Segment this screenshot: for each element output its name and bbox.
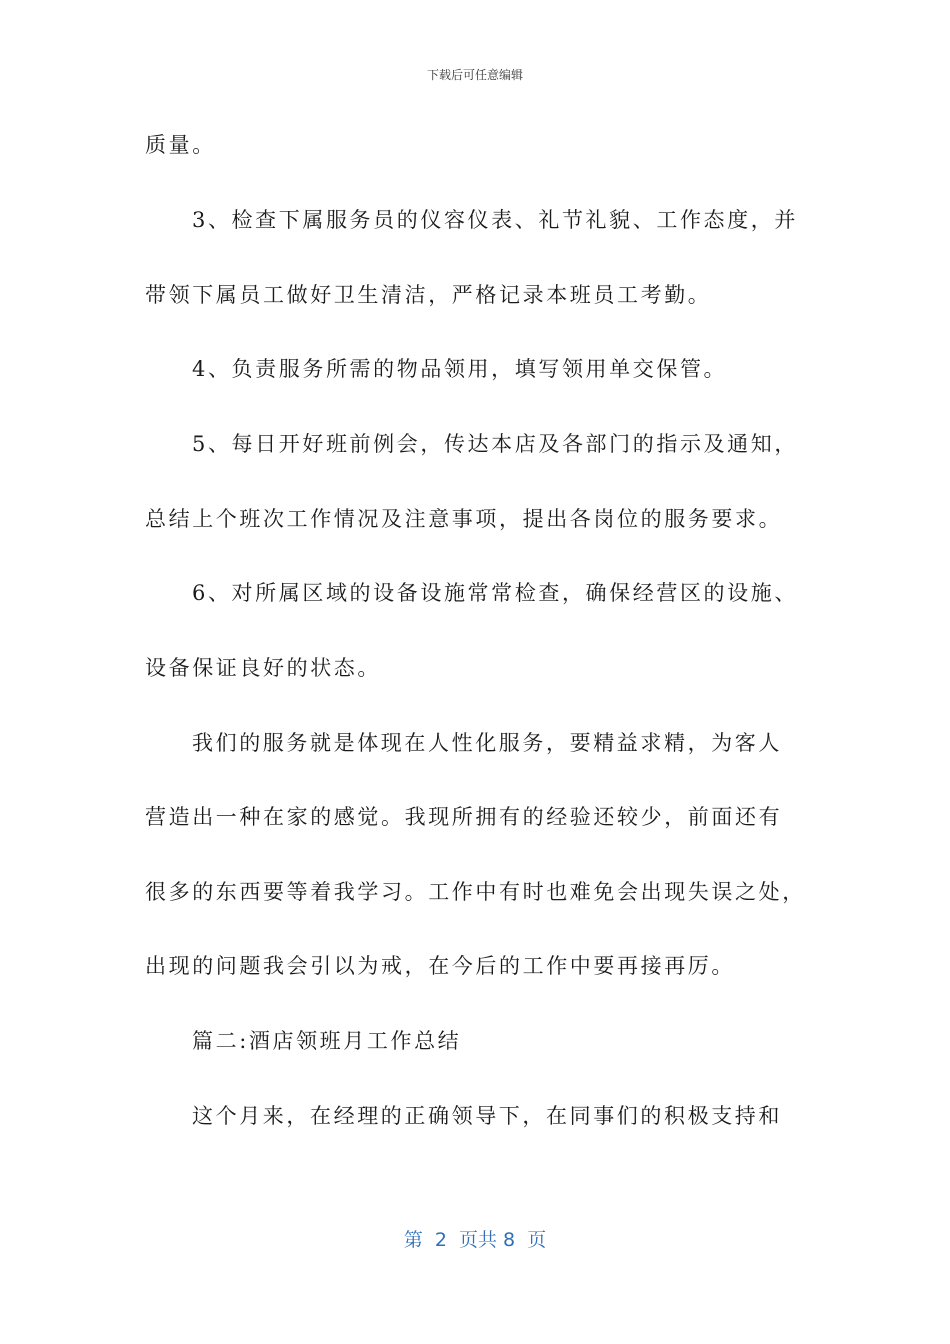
body-line: 出现的问题我会引以为戒，在今后的工作中要再接再厉。: [145, 954, 735, 978]
body-line: 5、每日开好班前例会，传达本店及各部门的指示及通知，: [192, 432, 798, 456]
body-line: 3、检查下属服务员的仪容仪表、礼节礼貌、工作态度，并: [192, 208, 798, 232]
body-line: 我们的服务就是体现在人性化服务，要精益求精，为客人: [192, 731, 782, 755]
body-line: 质量。: [145, 133, 216, 157]
body-line: 这个月来，在经理的正确领导下，在同事们的积极支持和: [192, 1104, 782, 1128]
body-line: 6、对所属区域的设备设施常常检查，确保经营区的设施、: [192, 581, 798, 605]
body-line: 设备保证良好的状态。: [145, 656, 381, 680]
section-heading: 篇二:酒店领班月工作总结: [192, 1029, 462, 1053]
body-line: 带领下属员工做好卫生清洁，严格记录本班员工考勤。: [145, 283, 712, 307]
body-line: 4、负责服务所需的物品领用，填写领用单交保管。: [192, 357, 728, 381]
page-number: 第 2 页共 8 页: [403, 1229, 547, 1251]
body-line: 总结上个班次工作情况及注意事项，提出各岗位的服务要求。: [145, 507, 783, 531]
body-line: 很多的东西要等着我学习。工作中有时也难免会出现失误之处，: [145, 880, 806, 904]
header-note: 下载后可任意编辑: [426, 68, 523, 82]
body-line: 营造出一种在家的感觉。我现所拥有的经验还较少，前面还有: [145, 805, 783, 829]
